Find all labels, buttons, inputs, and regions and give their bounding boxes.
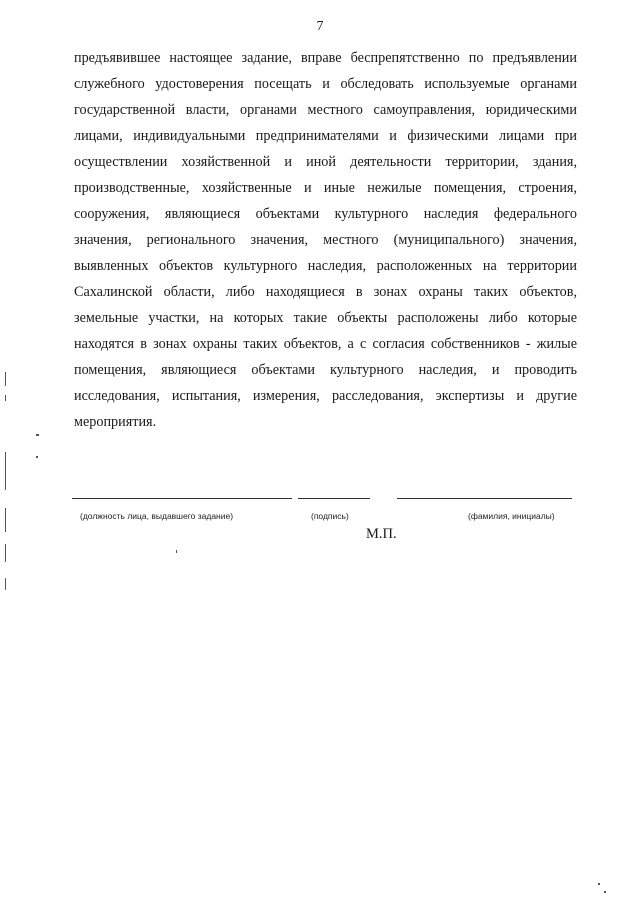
scan-artifact	[5, 372, 6, 386]
scan-artifact	[5, 508, 6, 532]
scan-artifact	[5, 544, 6, 562]
scan-artifact	[5, 578, 6, 590]
name-caption: (фамилия, инициалы)	[468, 511, 555, 521]
scan-artifact	[598, 883, 600, 885]
signature-line	[298, 498, 370, 499]
scan-artifact	[36, 456, 38, 458]
body-paragraph: предъявившее настоящее задание, вправе беспрепятственно по предъявлении служебного удостоверения посещать и обследовать используемые органами государственной власти, органами местного самоуправления, юридическими лицами, индивидуальными предпринимателями и физическими лицами при осуществлении хозяйственной и иной деятельности территории, здания, производственные, хозяйственные и иные нежилые помещения, строения, сооружения, являющиеся объектами культурного наследия федерального значения, регионального значения, местного (муниципального) значения, выявленных объектов культурного наследия, расположенных на территории Сахалинской области, либо находящиеся в зонах охраны таких объектов, земельные участки, на которых такие объекты расположены либо которые находятся в зонах охраны таких объектов, а с согласия собственников - жилые помещения, являющиеся объектами культурного наследия, и проводить исследования, испытания, измерения, расследования, экспертизы и другие мероприятия.	[74, 50, 577, 430]
scan-artifact	[5, 452, 6, 490]
scan-artifact	[36, 434, 39, 436]
position-caption: (должность лица, выдавшего задание)	[80, 511, 234, 521]
signature-caption: (подпись)	[311, 511, 349, 521]
position-signature-line	[72, 498, 292, 499]
scan-artifact	[604, 891, 606, 893]
scan-artifact	[176, 550, 177, 553]
name-signature-line	[397, 498, 572, 499]
page-number: 7	[316, 19, 324, 34]
stamp-place-label: М.П.	[366, 526, 397, 542]
scan-artifact	[5, 395, 6, 401]
